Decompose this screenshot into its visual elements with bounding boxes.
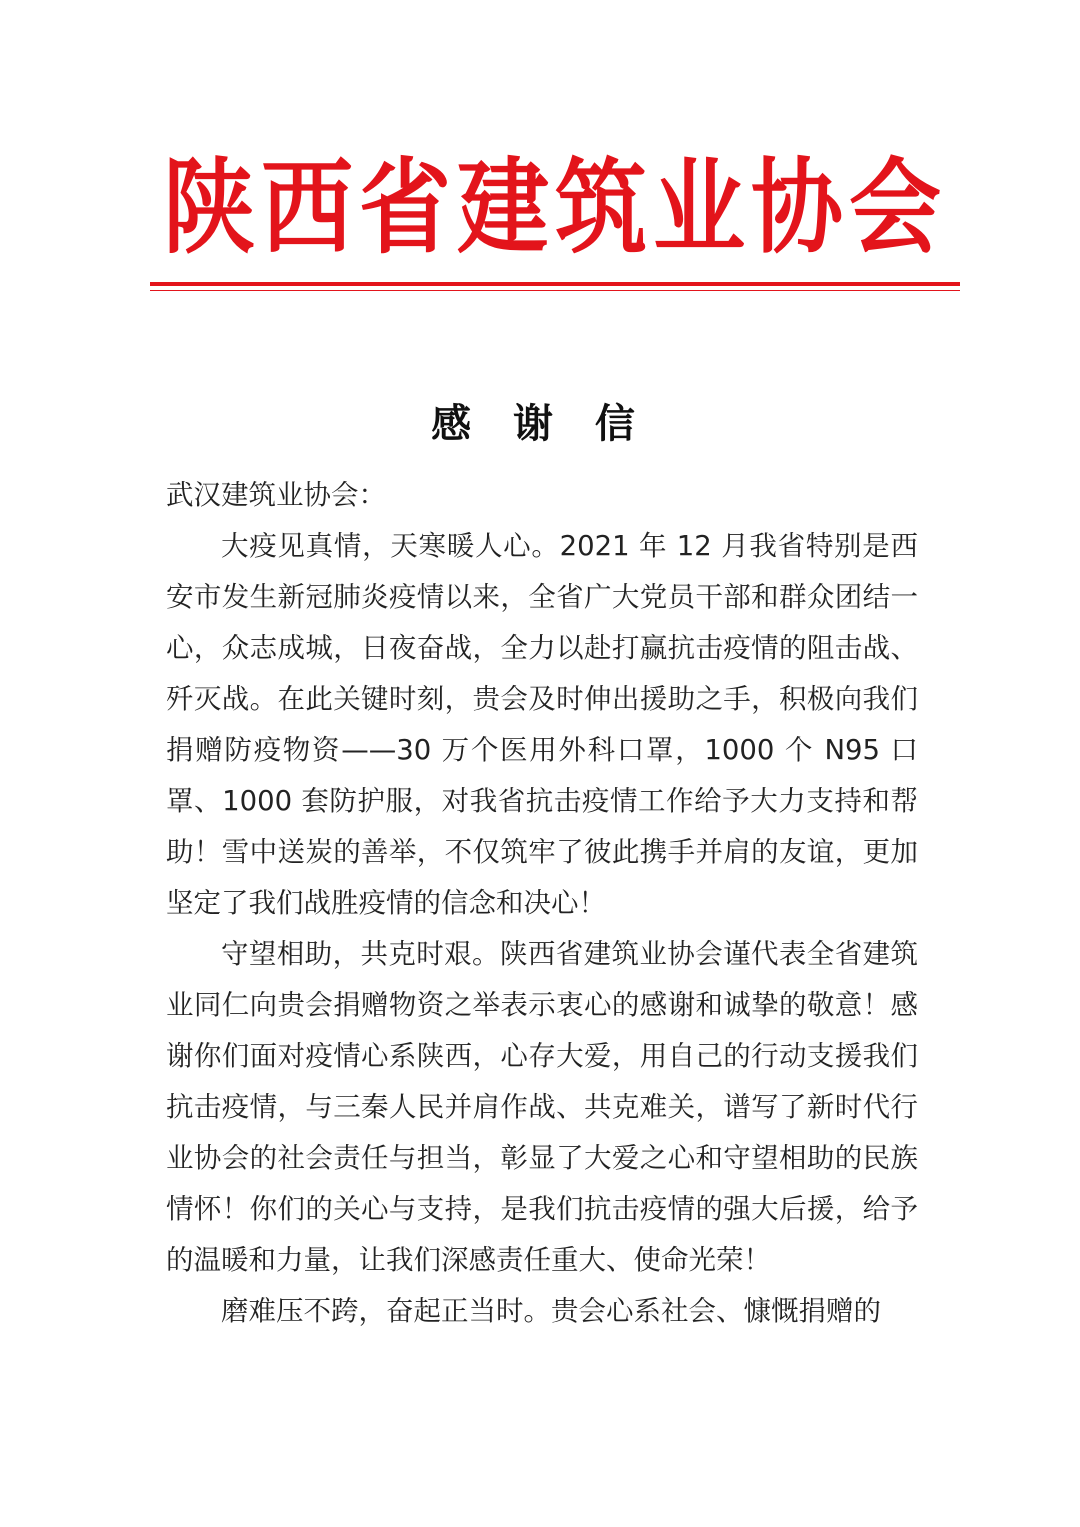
letter-body bbox=[166, 470, 918, 1337]
letterhead-org-name: 陕西省建筑业协会 bbox=[162, 146, 947, 268]
letter-paragraph-1: 大疫见真情，天寒暖人心。2021 年 12 月我省特别是西安市发生新冠肺炎疫情以来，全省广大党员干部和群众团结一心，众志成城，日夜奋战，全力以赴打赢抗击疫情的阻击战、歼灭战。在此关键时刻，贵会及时伸出援助之手，积极向我们捐赠防疫物资——30 万个医用外科口罩，1000 个 N95 口罩、1000 套防护服，对我省抗击疫情工作给予大力支持和帮助！雪中送炭的善举，不仅筑牢了彼此携手并肩的友谊，更加坚定了我们战胜疫情的信念和决心！ bbox=[166, 530, 918, 919]
letter-salutation: 武汉建筑业协会： bbox=[166, 479, 386, 511]
letter-paragraph-2: 守望相助，共克时艰。陕西省建筑业协会谨代表全省建筑业同仁向贵会捐赠物资之举表示衷心的感谢和诚挚的敬意！感谢你们面对疫情心系陕西，心存大爱，用自己的行动支援我们抗击疫情，与三秦人民并肩作战、共克难关，谱写了新时代行业协会的社会责任与担当，彰显了大爱之心和守望相助的民族情怀！你们的关心与支持，是我们抗击疫情的强大后援，给予的温暖和力量，让我们深感责任重大、使命光荣！ bbox=[166, 938, 918, 1276]
letter-title: 感 谢 信 bbox=[431, 400, 649, 447]
letterhead-rule-thin bbox=[150, 290, 960, 291]
letter-paragraph-3: 磨难压不跨，奋起正当时。贵会心系社会、慷慨捐赠的 bbox=[221, 1295, 881, 1327]
letterhead-rule-thick bbox=[150, 282, 960, 286]
